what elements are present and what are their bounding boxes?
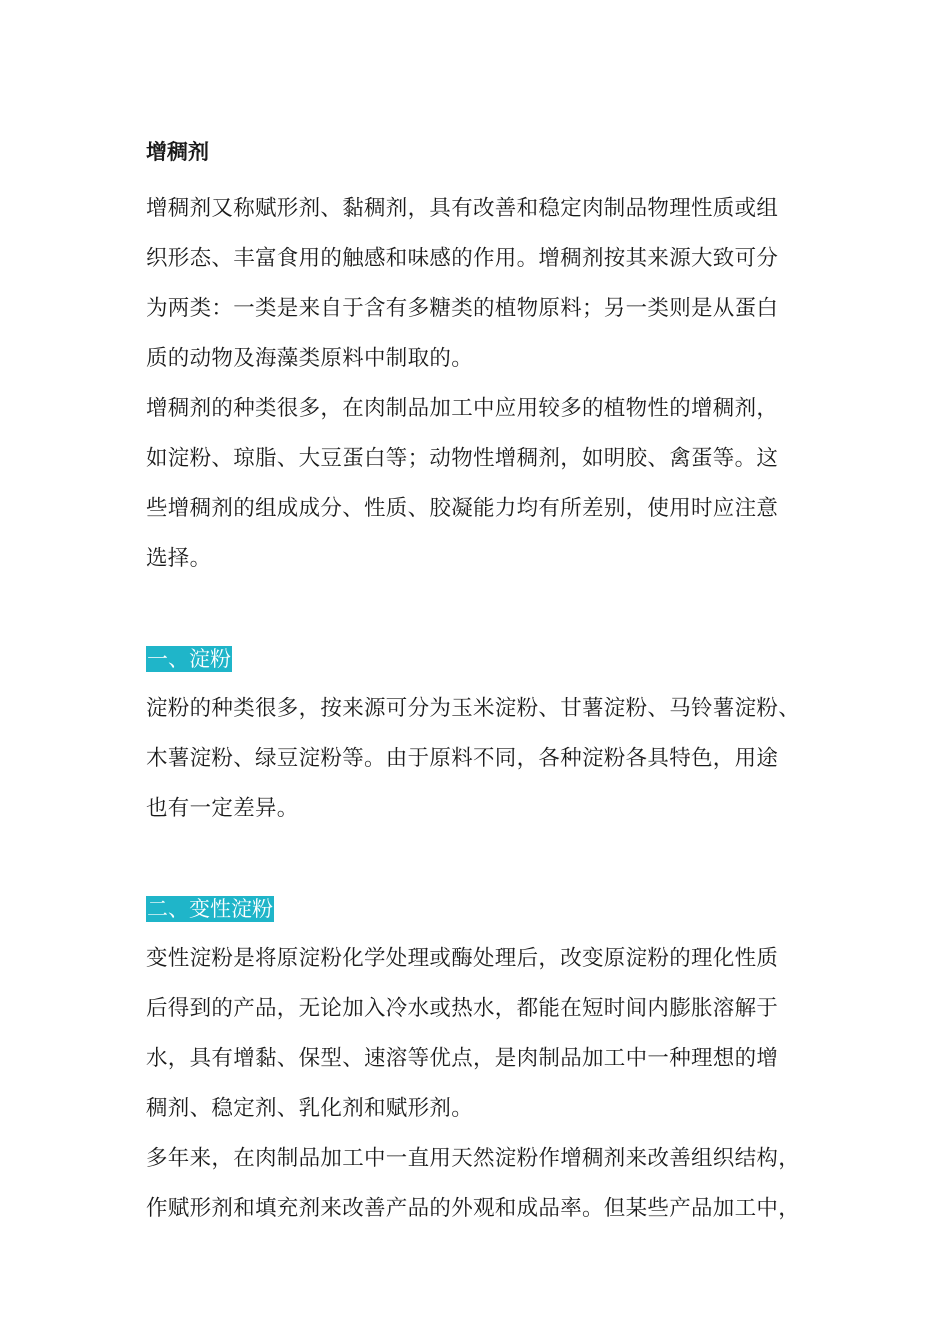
- text-line: 稠剂、稳定剂、乳化剂和赋形剂。: [146, 1096, 474, 1121]
- text-line: 织形态、丰富食用的触感和味感的作用。增稠剂按其来源大致可分: [146, 246, 779, 271]
- modified-starch-paragraph: [146, 934, 816, 1134]
- text-line: 为两类：一类是来自于含有多糖类的植物原料；另一类则是从蛋白: [146, 296, 779, 321]
- section-heading-row: [146, 884, 816, 934]
- text-line: 些增稠剂的组成成分、性质、胶凝能力均有所差别，使用时应注意: [146, 496, 779, 521]
- text-line: 质的动物及海藻类原料中制取的。: [146, 346, 474, 371]
- section-heading-starch: 一、淀粉: [147, 647, 231, 671]
- text-line: 增稠剂又称赋形剂、黏稠剂，具有改善和稳定肉制品物理性质或组: [146, 196, 779, 221]
- document-title: 增稠剂: [146, 140, 209, 164]
- text-line: 水，具有增黏、保型、速溶等优点，是肉制品加工中一种理想的增: [146, 1046, 779, 1071]
- text-line: 增稠剂的种类很多，在肉制品加工中应用较多的植物性的增稠剂，: [146, 396, 779, 421]
- starch-paragraph: [146, 684, 816, 834]
- text-line: 选择。: [146, 546, 212, 571]
- text-line: 如淀粉、琼脂、大豆蛋白等；动物性增稠剂，如明胶、禽蛋等。这: [146, 446, 779, 471]
- text-line: 也有一定差异。: [146, 796, 299, 821]
- modified-starch-history-paragraph: [146, 1134, 816, 1234]
- text-line: 后得到的产品，无论加入冷水或热水，都能在短时间内膨胀溶解于: [146, 996, 779, 1021]
- document-page: [146, 134, 816, 1234]
- text-line: 变性淀粉是将原淀粉化学处理或酶处理后，改变原淀粉的理化性质: [146, 946, 779, 971]
- section-heading-modified-starch: 二、变性淀粉: [147, 897, 273, 921]
- text-line: 多年来，在肉制品加工中一直用天然淀粉作增稠剂来改善组织结构，: [146, 1146, 801, 1171]
- types-paragraph: [146, 384, 816, 584]
- section-heading-row: [146, 634, 816, 684]
- intro-paragraph: [146, 184, 816, 384]
- text-line: 作赋形剂和填充剂来改善产品的外观和成品率。但某些产品加工中，: [146, 1196, 801, 1221]
- text-line: 木薯淀粉、绿豆淀粉等。由于原料不同，各种淀粉各具特色，用途: [146, 746, 779, 771]
- text-line: 淀粉的种类很多，按来源可分为玉米淀粉、甘薯淀粉、马铃薯淀粉、: [146, 696, 801, 721]
